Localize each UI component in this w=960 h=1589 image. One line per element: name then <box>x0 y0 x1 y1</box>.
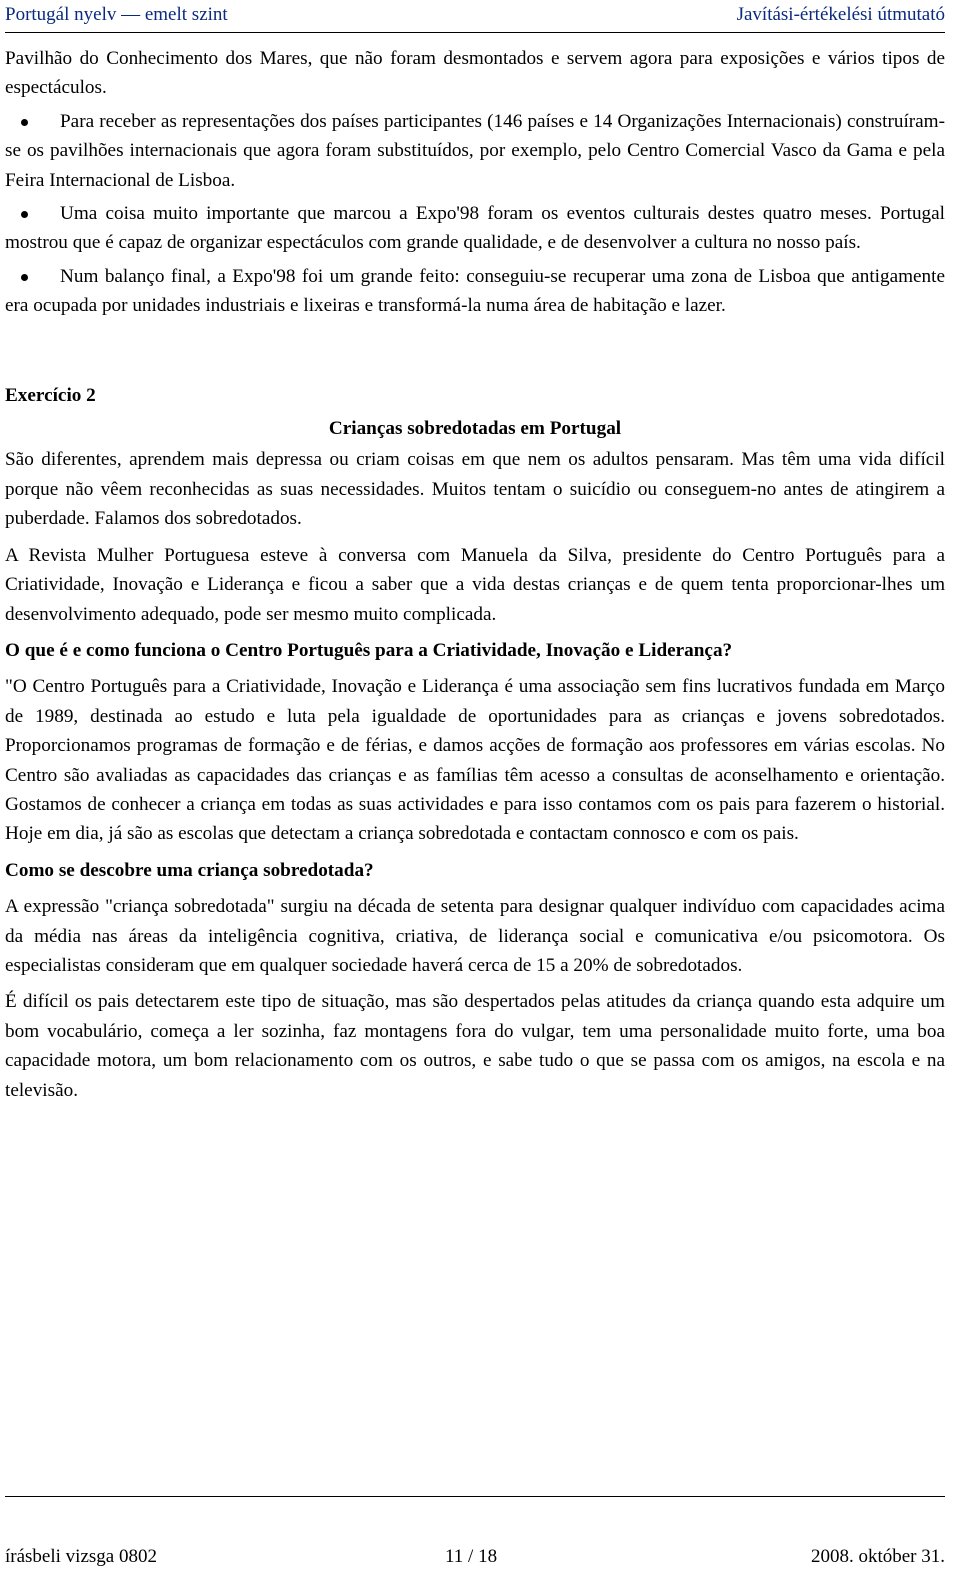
article-lead-paragraph: São diferentes, aprendem mais depressa ou criam coisas em que nem os adultos pensaram. Mas têm uma vida difícil porque não vêem reconhecidas as suas necessidades. Muitos tentam o suicídio ou conseguem-no antes de atingirem a puberdade. Falamos dos sobredotados. <box>5 449 945 530</box>
bullet-text: Num balanço final, a Expo'98 foi um grande feito: conseguiu-se recuperar uma zona de Lisboa que antigamente era ocupada por unidades industriais e lixeiras e transformá-la numa área de habitação e lazer. <box>5 265 945 317</box>
page-footer <box>5 1496 945 1567</box>
article-intro-paragraph: A Revista Mulher Portuguesa esteve à conversa com Manuela da Silva, presidente do Centro Português para a Criatividade, Inovação e Liderança e ficou a saber que a vida destas crianças e de quem tenta proporcionar-lhes um desenvolvimento adequado, pode ser mesmo muito complicada. <box>5 544 945 625</box>
bullet-icon <box>21 211 28 218</box>
page-content <box>5 44 945 1105</box>
footer-page-number: 11 / 18 <box>445 1546 498 1567</box>
interview-question-2: Como se descobre uma criança sobredotada? <box>5 859 374 881</box>
interview-answer-1: "O Centro Português para a Criatividade, Inovação e Liderança é uma associação sem fins lucrativos fundada em Março de 1989, destinada ao estudo e luta pela igualdade de oportunidades para as crianças e jovens sobredotados. Proporcionamos programas de formação e de férias, e damos acções de formação aos professores em várias escolas. No Centro são avaliadas as capacidades das crianças e as famílias têm acesso a consultas de aconselhamento e orientação. Gostamos de conhecer a criança em todas as suas actividades e para isso contamos com os pais para fazerem o historial. Hoje em dia, já são as escolas que detectam a criança sobredotada e contactam connosco e com os pais. <box>5 676 945 845</box>
bullet-item <box>5 107 945 195</box>
bullet-icon <box>21 119 28 126</box>
exercise-label: Exercício 2 <box>5 384 96 406</box>
interview-answer-2a: A expressão "criança sobredotada" surgiu na década de setenta para designar qualquer indivíduo com capacidades acima da média nas áreas da inteligência cognitiva, criativa, de liderança social e comunicativa e/ou psicomotora. Os especialistas consideram que em qualquer sociedade haverá cerca de 15 a 20% de sobredotados. <box>5 896 945 976</box>
intro-paragraph: Pavilhão do Conhecimento dos Mares, que não foram desmontados e servem agora para exposições e vários tipos de espectáculos. <box>5 48 945 99</box>
footer-exam-code: írásbeli vizsga 0802 <box>5 1546 157 1567</box>
bullet-item <box>5 199 945 258</box>
header-guide-title: Javítási-értékelési útmutató <box>736 4 945 25</box>
interview-answer-2b: É difícil os pais detectarem este tipo de situação, mas são despertados pelas atitudes da criança quando esta adquire um bom vocabulário, começa a ler sozinha, faz montagens fora do vulgar, tem uma personalidade muito forte, uma boa capacidade motora, um bom relacionamento com os outros, e sabe tudo o que se passa com os amigos, na escola e na televisão. <box>5 991 945 1101</box>
bullet-list <box>5 107 945 321</box>
bullet-icon <box>21 274 28 281</box>
bullet-text: Para receber as representações dos países participantes (146 países e 14 Organizações Internacionais) construíram-se os pavilhões internacionais que agora foram substituídos, por exemplo, pelo Centro Comercial Vasco da Gama e pela Feira Internacional de Lisboa. <box>5 110 945 191</box>
bullet-text: Uma coisa muito importante que marcou a Expo'98 foram os eventos culturais destes quatro meses. Portugal mostrou que é capaz de organizar espectáculos com grande qualidade, e de desenvolver a cultura no nosso país. <box>5 203 945 254</box>
page-header <box>5 2 945 33</box>
header-subject: Portugál nyelv — emelt szint <box>5 4 228 25</box>
bullet-item <box>5 262 945 321</box>
interview-question-1: O que é e como funciona o Centro Português para a Criatividade, Inovação e Liderança? <box>5 639 733 661</box>
document-page <box>5 0 945 1589</box>
footer-date: 2008. október 31. <box>810 1546 945 1567</box>
exercise-title: Crianças sobredotadas em Portugal <box>328 418 622 440</box>
